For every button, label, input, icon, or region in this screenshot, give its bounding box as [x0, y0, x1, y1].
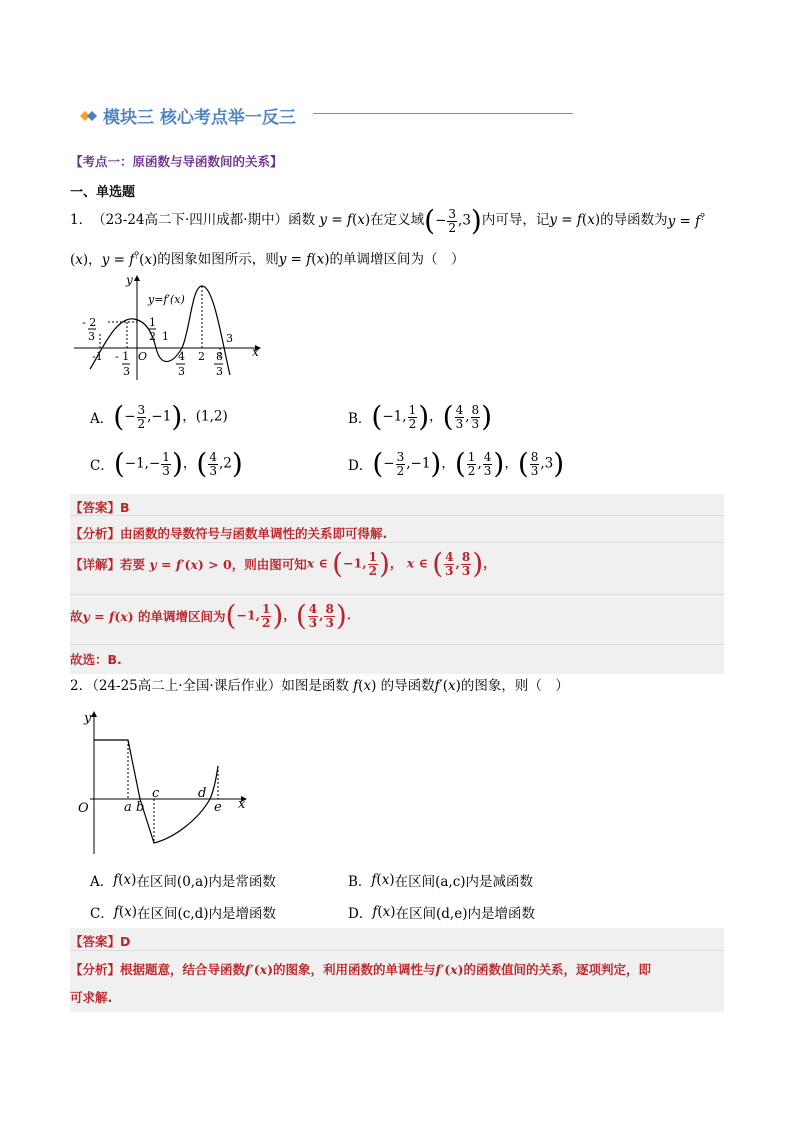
q1-text: 的导函数为 [600, 212, 668, 229]
q1-text: 内可导，记 [481, 212, 550, 229]
math: f(x) [113, 872, 137, 888]
q2-text: 的导函数 [380, 678, 435, 694]
heading-rule [313, 113, 573, 114]
option-text: 在区间(d,e)内是增函数 [395, 906, 535, 922]
math: f′(x) [245, 961, 274, 977]
q1-option-a[interactable] [90, 400, 228, 433]
tick-label: - 1 [115, 350, 130, 363]
tick-label: 3 [123, 365, 130, 378]
option-math: (−1,− $\frac{1}{3}$ )，( $\frac{4}{3}$ ,2) [113, 447, 243, 480]
q1-text: 函数 [288, 212, 316, 229]
q1-text: 在定义域 [370, 212, 425, 229]
axis-label-y: y [126, 273, 133, 287]
option-math: (− $\frac{3}{2}$ ,−1)，( $\frac{1}{2}$ , $\frac{4}{3}$ )，( $\frac{8}{3}$ ,3) [372, 447, 565, 480]
analysis-text: 的图象，利用函数的单调性与 [273, 962, 436, 977]
analysis-text: 由函数的导数符号与函数单调性的关系即可得解. [120, 526, 388, 541]
tick-label: O [138, 350, 148, 363]
q1-line1 [70, 204, 705, 237]
axis-label-x: x [252, 345, 259, 359]
tick-label: 8 [216, 350, 223, 363]
axis-label-y: y [84, 711, 92, 726]
option-label: B． [348, 411, 372, 427]
analysis-tag: 【分析】 [70, 962, 121, 977]
math: f(x) [372, 904, 396, 920]
option-text: 在区间(c,d)内是增函数 [137, 906, 277, 922]
math: f(x) [353, 678, 381, 694]
tick-label: -1 [92, 350, 103, 363]
q2-text: 的图象，则（ ） [460, 678, 569, 694]
option-text: 在区间(a,c)内是减函数 [394, 874, 534, 890]
math: y = f(x) [82, 608, 139, 624]
math: y = f? [667, 212, 705, 229]
math: y = f(x) [278, 251, 330, 268]
analysis-text: 根据题意，结合导函数 [120, 962, 246, 977]
tick-label: a [124, 800, 132, 815]
option-label: C． [90, 458, 114, 474]
q2-number: 2． [70, 678, 93, 694]
answer-value: B [120, 499, 130, 515]
q1-line2 [70, 252, 464, 267]
option-label: A． [90, 874, 114, 890]
q1-answer [70, 498, 130, 516]
analysis-text: 可求解. [70, 990, 113, 1005]
option-label: C． [90, 906, 114, 922]
q1-text: 的单调增区间为（ ） [329, 251, 465, 268]
tick-label: 3 [178, 365, 185, 378]
q2-answer-box [70, 928, 724, 1012]
graph-curve-label: y=f′(x) [148, 293, 185, 306]
option-label: B． [348, 874, 372, 890]
tick-label: 4 [178, 350, 185, 363]
origin-label: O [78, 801, 89, 816]
q2-option-a[interactable] [90, 870, 276, 890]
option-label: D． [348, 906, 373, 922]
q1-detail-line2 [70, 599, 352, 632]
math: (−1, $\frac{1}{2}$ )，( $\frac{4}{3}$ , $\frac{8}{3}$ ). [225, 599, 352, 632]
tick-label: - 2 [82, 316, 97, 329]
tick-label: b [136, 800, 145, 815]
q2-option-d[interactable] [348, 902, 535, 922]
math: y = f(x) [549, 212, 601, 229]
tick-label: 3 [216, 365, 223, 378]
math: y = f(x) [319, 212, 371, 229]
conclusion-text: 故选：B. [70, 652, 122, 667]
detail-text: 若要 [120, 557, 146, 572]
module-title: 模块三 核心考点举一反三 [103, 108, 296, 128]
analysis-tag: 【分析】 [70, 526, 121, 541]
math: x ∈ (−1, $\frac{1}{2}$ )， x ∈ ( $\frac{4}{3}$ , $\frac{8}{3}$ )， [306, 547, 496, 580]
tick-label: c [152, 786, 160, 801]
math: f(x) [371, 872, 395, 888]
q1-option-d[interactable] [348, 447, 565, 480]
tick-label: e [214, 800, 222, 815]
q1-option-c[interactable] [90, 447, 243, 480]
q1-text: 的图象如图所示，则 [157, 251, 279, 268]
section-heading: 一、单选题 [70, 185, 136, 200]
q2-option-b[interactable] [348, 870, 533, 890]
q2-answer [70, 932, 130, 950]
q1-conclusion [70, 650, 122, 668]
q2-source: （24-25高二上·全国·课后作业） [92, 678, 282, 694]
tick-label: 2 [149, 330, 156, 343]
kaodian-heading: 【考点一：原函数与导函数间的关系】 [70, 154, 283, 169]
option-math: (−1, $\frac{1}{2}$ )，( $\frac{4}{3}$ , $\frac{8}{3}$ ) [371, 400, 493, 433]
math: (x)，y = f?(x) [70, 251, 158, 268]
module-heading [80, 103, 296, 128]
tick-label: 3 [226, 332, 233, 345]
tick-label: 1 [162, 330, 169, 343]
math: f(x) [113, 904, 138, 920]
tick-label: 3 [88, 330, 95, 343]
q1-answer-box [70, 494, 724, 674]
detail-text: 故 [70, 609, 83, 624]
q1-number: 1． [70, 212, 93, 229]
detail-text: 的单调增区间为 [138, 609, 226, 624]
q2-graph [74, 708, 252, 858]
answer-tag: 【答案】 [70, 500, 121, 515]
q1-detail-line1 [70, 547, 496, 580]
q1-analysis [70, 524, 387, 542]
math: f′(x) [435, 961, 464, 977]
q2-analysis-line1 [70, 960, 651, 978]
analysis-text: 的函数值间的关系，逐项判定，即 [463, 962, 652, 977]
q2-text: 如图是函数 [281, 678, 349, 694]
q2-line1 [70, 680, 569, 694]
q2-analysis-line2 [70, 988, 112, 1006]
tick-label: 2 [198, 350, 205, 363]
q1-option-b[interactable] [348, 400, 493, 433]
tick-label: d [198, 786, 207, 801]
q1-graph [72, 272, 264, 382]
math-domain: (− $\frac{3}{2}$ ,3) [424, 204, 482, 237]
option-label: D． [348, 458, 373, 474]
double-diamond-icon [80, 110, 100, 122]
option-math: (− $\frac{3}{2}$ ,−1)，(1,2) [113, 400, 228, 433]
q1-source: （23-24高二下·四川成都·期中） [92, 212, 289, 229]
tick-label: 1 [149, 316, 156, 329]
answer-value: D [120, 933, 131, 949]
detail-text: ，则由图可知 [231, 557, 307, 572]
q2-option-c[interactable] [90, 902, 276, 922]
axis-label-x: x [238, 797, 246, 812]
math: f′(x) [434, 678, 461, 694]
answer-tag: 【答案】 [70, 934, 121, 949]
detail-tag: 【详解】 [70, 557, 121, 572]
option-text: 在区间(0,a)内是常函数 [136, 874, 276, 890]
option-label: A． [90, 411, 114, 427]
math: y = f′(x) > 0 [149, 556, 232, 572]
